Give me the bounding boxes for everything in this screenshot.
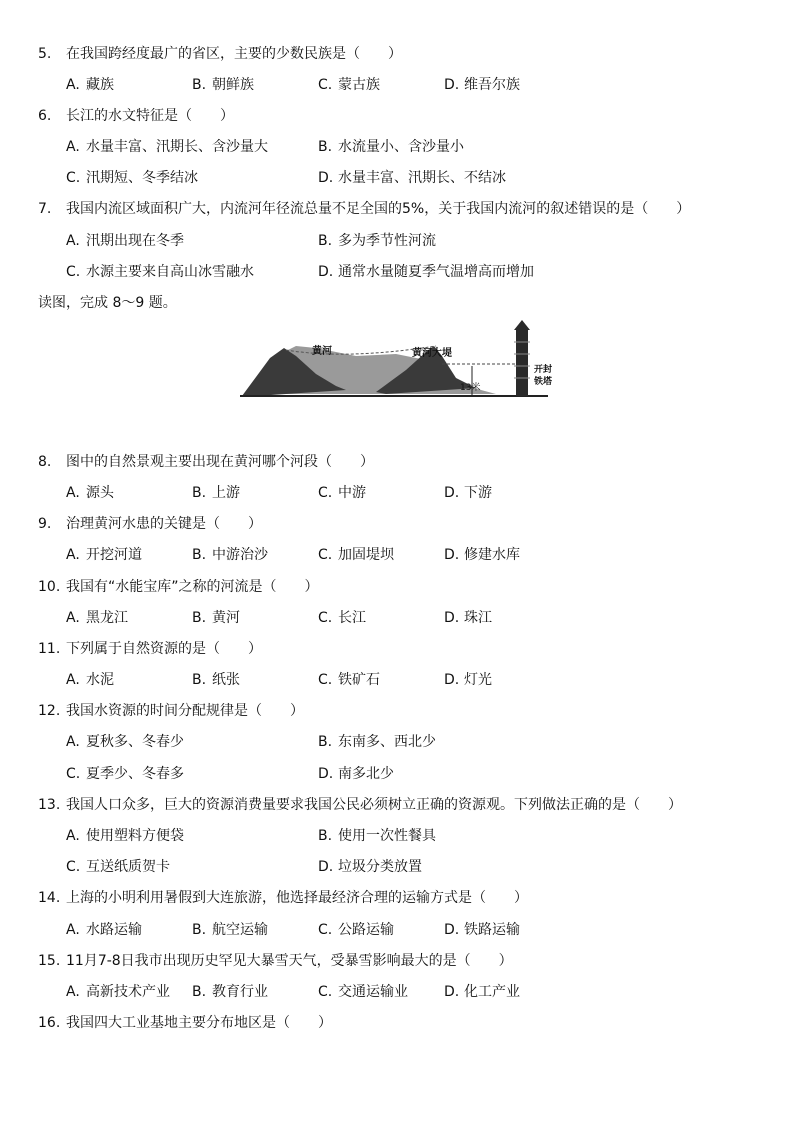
option-b[interactable]: B. 水流量小、含沙量小 — [318, 139, 464, 155]
question-text: 我国水资源的时间分配规律是（ ） — [66, 703, 304, 719]
option-c[interactable]: C. 长江 — [318, 610, 366, 626]
option-c[interactable]: C. 交通运输业 — [318, 984, 408, 1000]
question-number: 10. — [38, 579, 61, 595]
tower-label-2: 铁塔 — [534, 377, 553, 387]
option-a[interactable]: A. 高新技术产业 — [66, 984, 170, 1000]
option-b[interactable]: B. 航空运输 — [192, 922, 268, 938]
option-b[interactable]: B. 多为季节性河流 — [318, 233, 436, 249]
question-text: 上海的小明利用暑假到大连旅游，他选择最经济合理的运输方式是（ ） — [66, 890, 528, 906]
option-b[interactable]: B. 教育行业 — [192, 984, 268, 1000]
option-a[interactable]: A. 源头 — [66, 485, 114, 501]
option-d[interactable]: D. 南多北少 — [318, 766, 394, 782]
option-d[interactable]: D. 珠江 — [444, 610, 492, 626]
question-12-options-row1 — [0, 730, 794, 754]
question-text: 11月7-8日我市出现历史罕见大暴雪天气，受暴雪影响最大的是（ ） — [66, 953, 513, 969]
river-label: 黄河 — [312, 346, 332, 357]
option-c[interactable]: C. 铁矿石 — [318, 672, 380, 688]
question-7-options-row2 — [0, 260, 794, 284]
question-text: 我国有“水能宝库”之称的河流是（ ） — [66, 579, 319, 595]
question-text: 我国四大工业基地主要分布地区是（ ） — [66, 1015, 332, 1031]
option-d[interactable]: D. 垃圾分类放置 — [318, 859, 422, 875]
option-d[interactable]: D. 维吾尔族 — [444, 77, 520, 93]
option-d[interactable]: D. 化工产业 — [444, 984, 520, 1000]
question-number: 8. — [38, 454, 52, 470]
question-text: 在我国跨经度最广的省区，主要的少数民族是（ ） — [66, 46, 402, 62]
option-b[interactable]: B. 东南多、西北少 — [318, 734, 436, 750]
figure-intro — [0, 291, 794, 315]
question-12 — [0, 699, 794, 723]
question-14-options — [0, 918, 794, 942]
option-a[interactable]: A. 使用塑料方便袋 — [66, 828, 184, 844]
question-6-options-row1 — [0, 135, 794, 159]
question-number: 12. — [38, 703, 61, 719]
option-c[interactable]: C. 加固堤坝 — [318, 547, 394, 563]
question-text: 图中的自然景观主要出现在黄河哪个河段（ ） — [66, 454, 374, 470]
question-number: 14. — [38, 890, 61, 906]
option-d[interactable]: D. 下游 — [444, 485, 492, 501]
question-5 — [0, 42, 794, 66]
question-15-options — [0, 980, 794, 1004]
question-text: 下列属于自然资源的是（ ） — [66, 641, 262, 657]
question-14 — [0, 886, 794, 910]
question-10 — [0, 575, 794, 599]
question-number: 11. — [38, 641, 61, 657]
question-9 — [0, 512, 794, 536]
option-d[interactable]: D. 铁路运输 — [444, 922, 520, 938]
option-d[interactable]: D. 修建水库 — [444, 547, 520, 563]
question-13 — [0, 793, 794, 817]
question-number: 16. — [38, 1015, 61, 1031]
question-number: 15. — [38, 953, 61, 969]
option-a[interactable]: A. 开挖河道 — [66, 547, 142, 563]
question-number: 7. — [38, 201, 52, 217]
option-c[interactable]: C. 蒙古族 — [318, 77, 380, 93]
option-b[interactable]: B. 黄河 — [192, 610, 240, 626]
option-a[interactable]: A. 水量丰富、汛期长、含沙量大 — [66, 139, 268, 155]
option-a[interactable]: A. 水泥 — [66, 672, 114, 688]
option-a[interactable]: A. 汛期出现在冬季 — [66, 233, 184, 249]
option-a[interactable]: A. 黑龙江 — [66, 610, 128, 626]
yellow-river-diagram — [236, 316, 556, 416]
option-d[interactable]: D. 灯光 — [444, 672, 492, 688]
question-10-options — [0, 606, 794, 630]
question-15 — [0, 949, 794, 973]
question-text: 长江的水文特征是（ ） — [66, 108, 234, 124]
question-6-options-row2 — [0, 166, 794, 190]
pagoda-icon — [514, 320, 530, 396]
question-number: 13. — [38, 797, 61, 813]
question-13-options-row1 — [0, 824, 794, 848]
option-c[interactable]: C. 汛期短、冬季结冰 — [66, 170, 198, 186]
option-c[interactable]: C. 互送纸质贺卡 — [66, 859, 170, 875]
question-8 — [0, 450, 794, 474]
option-b[interactable]: B. 中游治沙 — [192, 547, 268, 563]
question-13-options-row2 — [0, 855, 794, 879]
option-a[interactable]: A. 藏族 — [66, 77, 114, 93]
question-number: 6. — [38, 108, 52, 124]
option-d[interactable]: D. 水量丰富、汛期长、不结冰 — [318, 170, 506, 186]
option-a[interactable]: A. 水路运输 — [66, 922, 142, 938]
question-text: 我国人口众多，巨大的资源消费量要求我国公民必须树立正确的资源观。下列做法正确的是（ ） — [66, 797, 682, 813]
option-c[interactable]: C. 中游 — [318, 485, 366, 501]
question-5-options — [0, 73, 794, 97]
question-7 — [0, 197, 794, 221]
question-6 — [0, 104, 794, 128]
option-b[interactable]: B. 朝鲜族 — [192, 77, 254, 93]
option-b[interactable]: B. 上游 — [192, 485, 240, 501]
question-11-options — [0, 668, 794, 692]
question-text: 我国内流区域面积广大，内流河年径流总量不足全国的5%，关于我国内流河的叙述错误的是（ ） — [66, 201, 691, 217]
option-d[interactable]: D. 通常水量随夏季气温增高而增加 — [318, 264, 534, 280]
intro-text: 读图，完成 8～9 题。 — [38, 295, 177, 311]
option-b[interactable]: B. 纸张 — [192, 672, 240, 688]
question-number: 5. — [38, 46, 52, 62]
option-c[interactable]: C. 夏季少、冬春多 — [66, 766, 184, 782]
question-9-options — [0, 543, 794, 567]
question-number: 9. — [38, 516, 52, 532]
option-a[interactable]: A. 夏秋多、冬春少 — [66, 734, 184, 750]
question-8-options — [0, 481, 794, 505]
height-label: 13米 — [460, 383, 481, 393]
question-12-options-row2 — [0, 762, 794, 786]
question-16 — [0, 1011, 794, 1035]
option-b[interactable]: B. 使用一次性餐具 — [318, 828, 436, 844]
option-c[interactable]: C. 水源主要来自高山冰雪融水 — [66, 264, 254, 280]
question-text: 治理黄河水患的关键是（ ） — [66, 516, 262, 532]
tower-label-1: 开封 — [534, 365, 553, 375]
question-7-options-row1 — [0, 229, 794, 253]
option-c[interactable]: C. 公路运输 — [318, 922, 394, 938]
question-11 — [0, 637, 794, 661]
dike-label: 黄河大堤 — [412, 348, 452, 359]
